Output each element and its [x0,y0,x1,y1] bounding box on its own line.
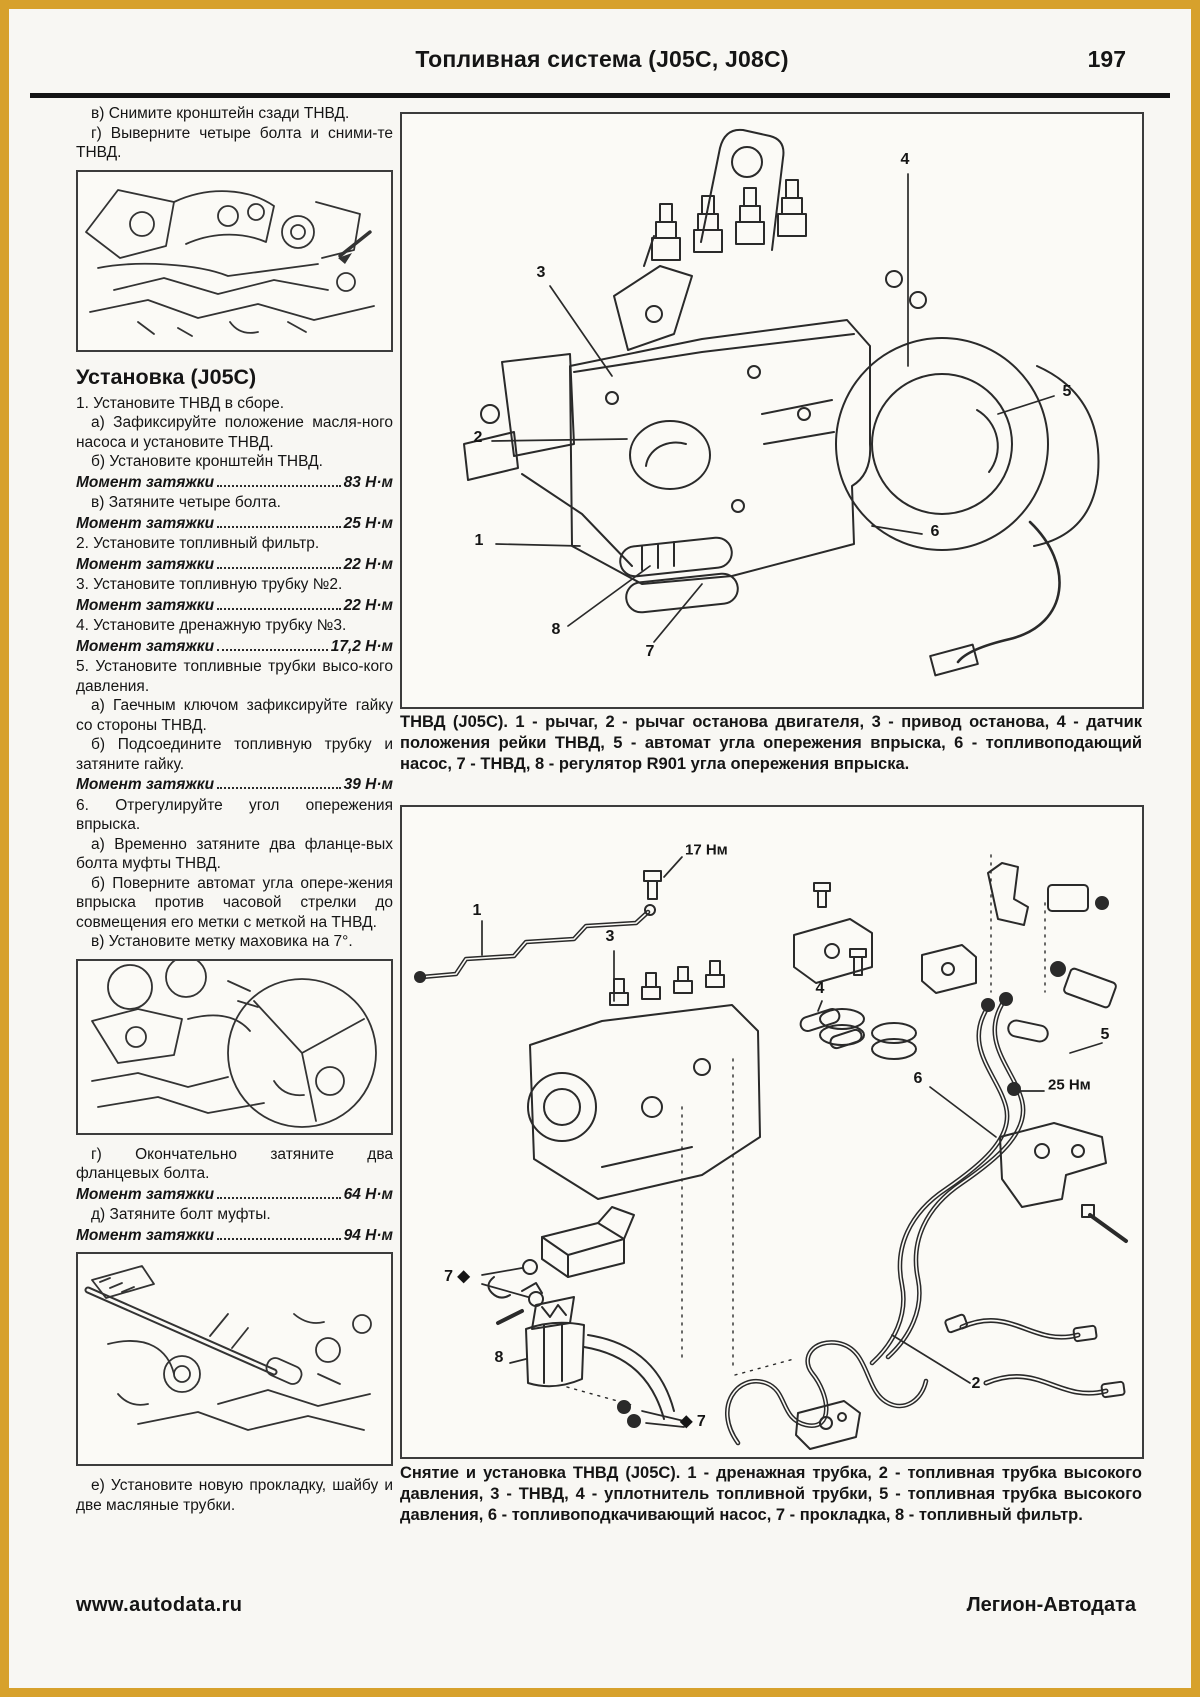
diagram1-callout: 7 [645,643,655,660]
instruction-line: 2. Установите топливный фильтр. [76,535,320,552]
section-heading: Установка (J05C) [76,364,257,389]
left-column [76,104,393,1515]
instruction-line: а) Зафиксируйте положение масля-ного насоса и установите ТНВД. [76,414,393,451]
diagram1-callout: 4 [900,151,910,168]
pump-line-art [402,114,1138,703]
engine-line-art-3 [78,1254,391,1464]
diagram1-callout: 2 [473,429,483,446]
instruction-line: 3. Установите топливную трубку №2. [76,576,343,593]
engine-line-art-2 [78,961,391,1133]
instruction-line: а) Временно затяните два фланце-вых болта муфты ТНВД. [76,835,393,872]
instruction-line: г) Выверните четыре болта и сними-те ТНВД. [76,124,393,161]
torque-value: 94 Н·м [343,1226,393,1244]
diagram2-caption: Снятие и установка ТНВД (J05C). 1 - дренажная трубка, 2 - топливная трубка высокого давления, 3 - ТНВД, 4 - уплотнитель топливной трубки, 5 - топливная трубка высокого давления, 6 - топливоподкачивающий насос, 7 - прокладка, 8 - топливный фильтр. [400,1464,1142,1524]
torque-spec-row [76,1226,393,1246]
instruction-line: 6. Отрегулируйте угол опережения впрыска. [76,796,393,833]
website-footer: www.autodata.ru [76,1594,243,1616]
instruction-line: г) Окончательно затяните два фланцевых болта. [76,1145,393,1182]
torque-label: Момент затяжки [76,1226,215,1244]
publisher-footer: Легион-Автодата [966,1594,1136,1616]
instruction-line: в) Затяните четыре болта. [91,494,281,511]
torque-value: 39 Н·м [343,776,393,793]
engine-line-art-1 [78,172,391,350]
diagram-pump-assembly [400,112,1144,709]
diagram2-callout-with-diamond [444,1269,470,1285]
header-rule [30,93,1170,98]
torque-value: 83 Н·м [343,473,393,491]
engine-photo-illustration-3 [76,1252,393,1466]
dot-leader [217,787,341,789]
torque-spec-row [76,473,393,493]
instruction-line: в) Установите метку маховика на 7°. [91,933,353,950]
diagram-pump-removal [400,805,1144,1459]
diagram2-callout: 4 [815,980,825,997]
torque-label: Момент затяжки [76,596,215,614]
dot-leader [217,608,341,610]
instruction-line: б) Установите кронштейн ТНВД. [91,453,323,470]
callout-number: 7 [444,1268,454,1285]
diagram1-callout: 1 [474,532,484,549]
dot-leader [217,567,341,569]
dot-leader [217,1197,341,1199]
torque-label: Момент затяжки [76,473,215,491]
diagram2-callout: 1 [472,902,482,919]
diagram1-callout: 3 [536,264,546,281]
diagram2-callout: 8 [494,1349,504,1366]
instruction-line: д) Затяните болт муфты. [91,1206,271,1223]
instruction-line: б) Поверните автомат угла опере-жения впрыска против часовой стрелки до совмещения его метки с меткой на ТНВД. [76,874,393,931]
torque-spec-row [76,596,393,616]
page-header [72,46,1132,86]
instruction-line: 1. Установите ТНВД в сборе. [76,394,285,412]
instruction-line: б) Подсоедините топливную трубку и затяните гайку. [76,736,393,773]
engine-photo-illustration-2 [76,959,393,1135]
torque-label: Момент затяжки [76,776,215,793]
page-number: 197 [1087,46,1126,72]
torque-spec-row [76,1185,393,1205]
torque-label: Момент затяжки [76,555,215,573]
torque-spec-row [76,637,393,657]
diagram1-callout: 8 [551,621,561,638]
torque-value: 17,2 Н·м [330,637,393,655]
diagram2-callout: 3 [605,928,615,945]
torque-spec-row [76,555,393,575]
diagram2-callout: 2 [971,1375,981,1392]
torque-annotation: 25 Нм [1048,1076,1091,1094]
torque-value: 64 Н·м [343,1185,393,1203]
callout-number: 7 [696,1413,706,1430]
diagram1-caption: ТНВД (J05C). 1 - рычаг, 2 - рычаг останова двигателя, 3 - привод останова, 4 - датчик положения рейки ТНВД, 5 - автомат угла опережения впрыска, 6 - топливоподающий насос, 7 - ТНВД, 8 - регулятор R901 угла опережения впрыска. [400,713,1142,773]
torque-value: 22 Н·м [343,555,393,573]
instruction-line: 5. Установите топливные трубки высо-кого давления. [76,658,393,695]
engine-photo-illustration-1 [76,170,393,352]
torque-label: Момент затяжки [76,1185,215,1203]
torque-spec-row [76,775,393,795]
torque-label: Момент затяжки [76,514,215,532]
diagram1-callout: 6 [930,523,940,540]
page-title: Топливная система (J05C, J08C) [415,46,789,72]
torque-value: 22 Н·м [343,596,393,614]
dot-leader [217,485,341,487]
diamond-icon: ◆ [680,1413,693,1430]
instruction-line: 4. Установите дренажную трубку №3. [76,617,347,634]
instruction-line: в) Снимите кронштейн сзади ТНВД. [91,105,350,122]
diagram1-callout: 5 [1062,383,1072,400]
dot-leader [217,1238,341,1240]
diagram2-callout: 6 [913,1070,923,1087]
torque-value: 25 Н·м [343,514,393,532]
diagram2-callout: 5 [1100,1026,1110,1043]
dot-leader [217,526,341,528]
exploded-view-line-art [402,807,1138,1453]
dot-leader [217,649,328,651]
instruction-line: е) Установите новую прокладку, шайбу и две масляные трубки. [76,1477,393,1514]
torque-annotation: 17 Нм [685,841,728,859]
instruction-line: а) Гаечным ключом зафиксируйте гайку со стороны ТНВД. [76,697,393,734]
torque-label: Момент затяжки [76,637,215,655]
diagram2-callout-with-diamond [680,1414,706,1430]
torque-spec-row [76,514,393,534]
diamond-icon: ◆ [457,1268,470,1285]
